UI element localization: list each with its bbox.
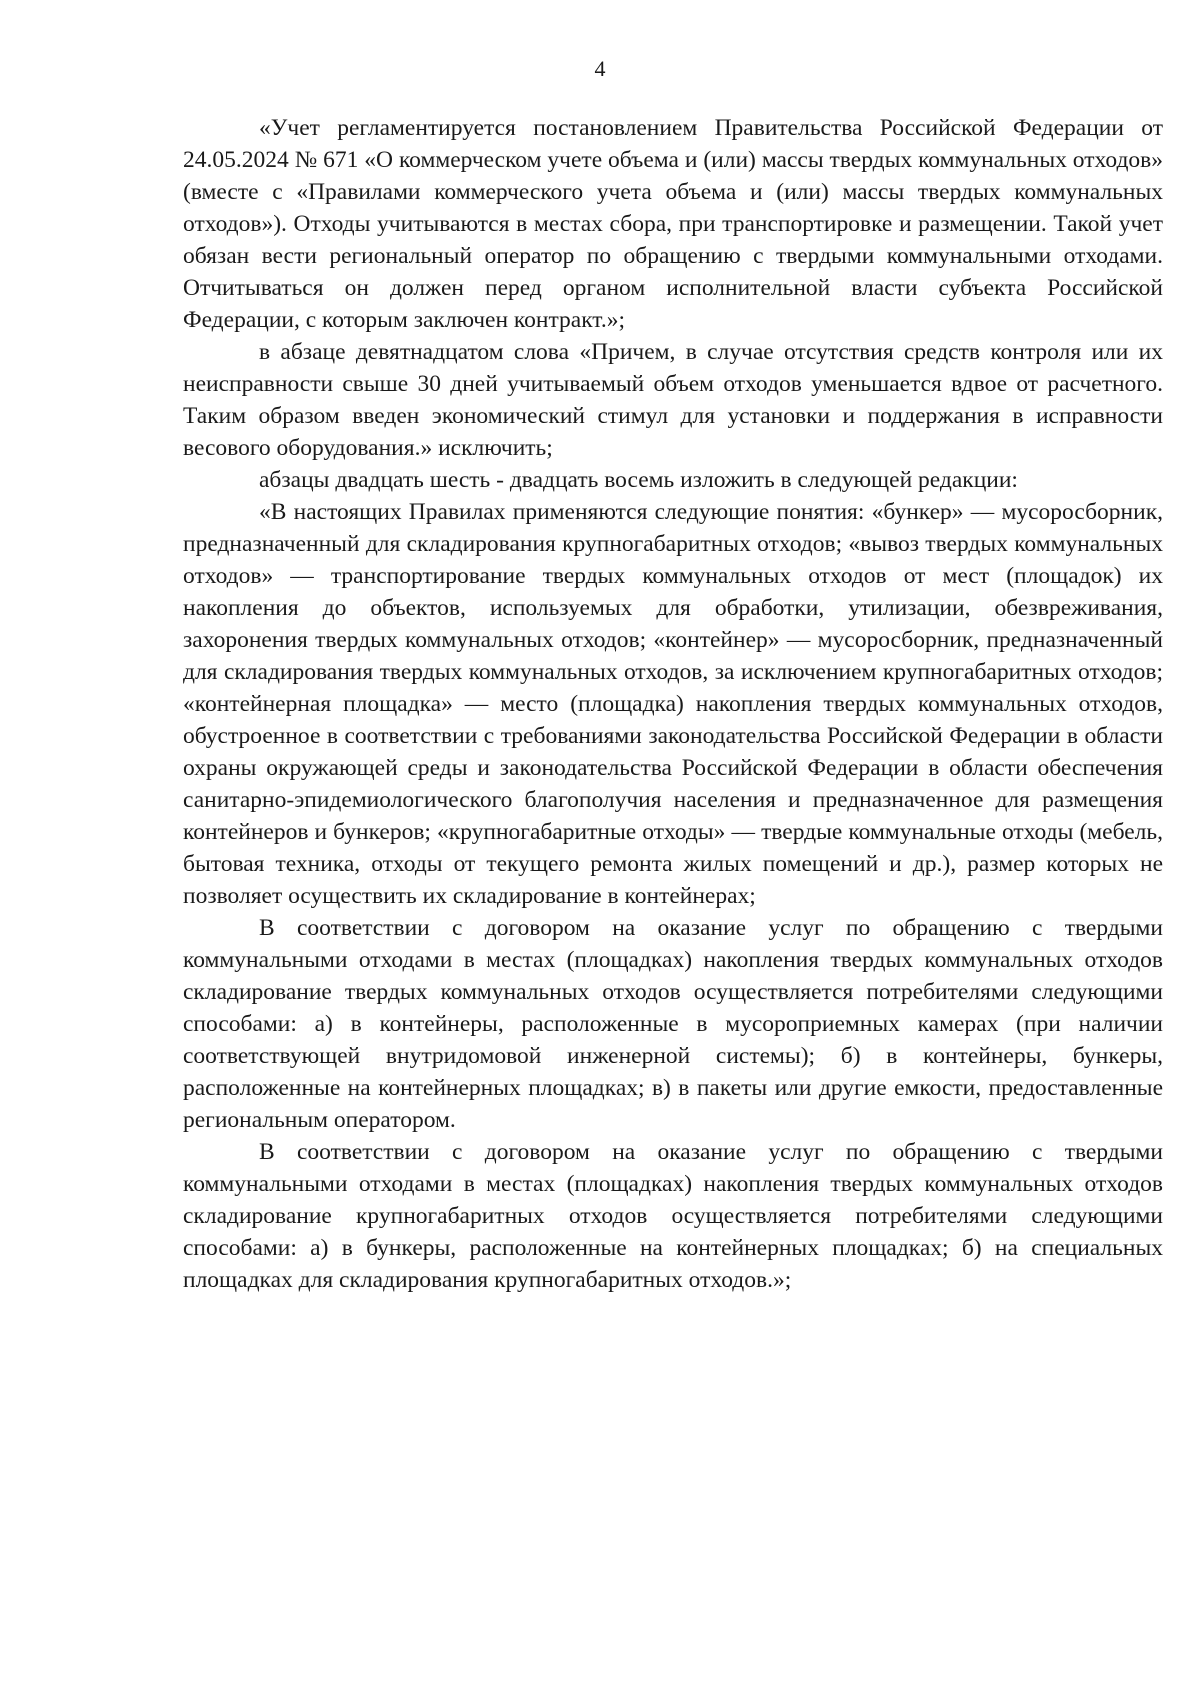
paragraph-accounting-regulation: «Учет регламентируется постановлением Правительства Российской Федерации от 24.05.2024 № 671 «О коммерческом учете объема и (или) массы твердых коммунальных отходов» (вместе с «Правилами коммерческого учета объема и (или) массы твердых коммунальных отходов»). Отходы учитываются в местах сбора, при транспортировке и размещении. Такой учет обязан вести региональный оператор по обращению с твердыми коммунальными отходами. Отчитываться он должен перед органом исполнительной власти субъекта Российской Федерации, с которым заключен контракт.»; (183, 115, 1163, 333)
paragraph-bulky-waste-storage-methods: В соответствии с договором на оказание услуг по обращению с твердыми коммунальными отходами в местах (площадках) накопления твердых коммунальных отходов складирование крупногабаритных отходов осуществляется потребителями следующими способами: а) в бункеры, расположенные на контейнерных площадках; б) на специальных площадках для складирования крупногабаритных отходов.»; (183, 1139, 1163, 1293)
paragraph-waste-storage-methods: В соответствии с договором на оказание услуг по обращению с твердыми коммунальными отходами в местах (площадках) накопления твердых коммунальных отходов складирование твердых коммунальных отходов осуществляется потребителями следующими способами: а) в контейнеры, расположенные в мусороприемных камерах (при наличии соответствующей внутридомовой инженерной системы); б) в контейнеры, бункеры, расположенные на контейнерных площадках; в) в пакеты или другие емкости, предоставленные региональным оператором. (183, 915, 1163, 1133)
paragraph-new-edition-intro: абзацы двадцать шесть - двадцать восемь изложить в следующей редакции: (259, 467, 1018, 493)
paragraph-definitions: «В настоящих Правилах применяются следующие понятия: «бункер» — мусоросборник, предназначенный для складирования крупногабаритных отходов; «вывоз твердых коммунальных отходов» — транспортирование твердых коммунальных отходов от мест (площадок) их накопления до объектов, используемых для обработки, утилизации, обезвреживания, захоронения твердых коммунальных отходов; «контейнер» — мусоросборник, предназначенный для складирования твердых коммунальных отходов, за исключением крупногабаритных отходов; «контейнерная площадка» — место (площадка) накопления твердых коммунальных отходов, обустроенное в соответствии с требованиями законодательства Российской Федерации в области охраны окружающей среды и законодательства Российской Федерации в области обеспечения санитарно-эпидемиологического благополучия населения и предназначенное для размещения контейнеров и бункеров; «крупногабаритные отходы» — твердые коммунальные отходы (мебель, бытовая техника, отходы от текущего ремонта жилых помещений и др.), размер которых не позволяет осуществить их складирование в контейнерах; (183, 499, 1163, 909)
document-body (183, 112, 1163, 1296)
page-number: 4 (594, 56, 606, 81)
paragraph-nineteenth-exclusion: в абзаце девятнадцатом слова «Причем, в случае отсутствия средств контроля или их неисправности свыше 30 дней учитываемый объем отходов уменьшается вдвое от расчетного. Таким образом введен экономический стимул для установки и поддержания в исправности весового оборудования.» исключить; (183, 339, 1163, 461)
